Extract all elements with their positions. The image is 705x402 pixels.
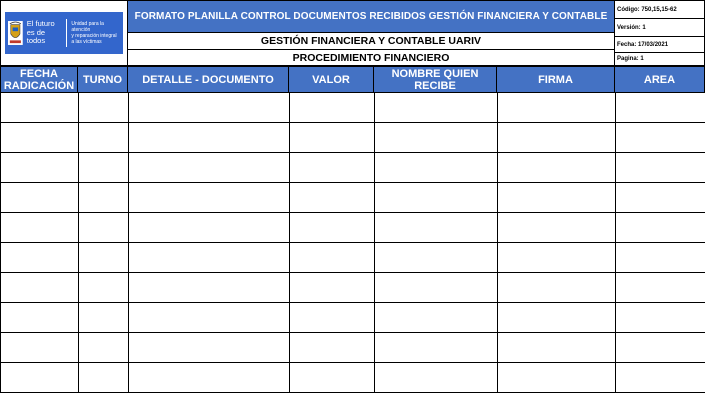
cell-firma[interactable] bbox=[498, 333, 616, 363]
cell-fecha[interactable] bbox=[1, 363, 79, 393]
cell-detalle[interactable] bbox=[129, 333, 290, 363]
table-row bbox=[1, 123, 705, 153]
cell-firma[interactable] bbox=[498, 363, 616, 393]
cell-fecha[interactable] bbox=[1, 123, 79, 153]
cell-nombre[interactable] bbox=[375, 333, 498, 363]
logo-cell bbox=[0, 0, 128, 66]
table-row bbox=[1, 303, 705, 333]
procedure-subtitle: PROCEDIMIENTO FINANCIERO bbox=[127, 49, 615, 66]
cell-nombre[interactable] bbox=[375, 273, 498, 303]
cell-fecha[interactable] bbox=[1, 243, 79, 273]
coat-of-arms-icon bbox=[8, 20, 23, 46]
cell-fecha[interactable] bbox=[1, 333, 79, 363]
cell-detalle[interactable] bbox=[129, 363, 290, 393]
cell-firma[interactable] bbox=[498, 93, 616, 123]
col-header-nombre-quien-recibe bbox=[373, 66, 497, 93]
col-header-line: RECIBE bbox=[414, 79, 456, 92]
cell-turno[interactable] bbox=[79, 93, 129, 123]
cell-area[interactable] bbox=[616, 183, 705, 213]
cell-area[interactable] bbox=[616, 273, 705, 303]
unit-line-2: y reparación integral bbox=[71, 33, 117, 39]
cell-valor[interactable] bbox=[290, 183, 375, 213]
table-row bbox=[1, 213, 705, 243]
cell-area[interactable] bbox=[616, 303, 705, 333]
cell-detalle[interactable] bbox=[129, 183, 290, 213]
table-row bbox=[1, 153, 705, 183]
document-date: Fecha: 17/03/2021 bbox=[614, 36, 705, 53]
cell-fecha[interactable] bbox=[1, 183, 79, 213]
cell-area[interactable] bbox=[616, 363, 705, 393]
cell-firma[interactable] bbox=[498, 153, 616, 183]
unit-name bbox=[71, 21, 120, 45]
cell-turno[interactable] bbox=[79, 243, 129, 273]
cell-area[interactable] bbox=[616, 213, 705, 243]
logo-divider bbox=[66, 19, 67, 47]
institution-logo bbox=[5, 12, 123, 54]
cell-detalle[interactable] bbox=[129, 93, 290, 123]
cell-firma[interactable] bbox=[498, 213, 616, 243]
cell-nombre[interactable] bbox=[375, 123, 498, 153]
cell-area[interactable] bbox=[616, 333, 705, 363]
cell-firma[interactable] bbox=[498, 123, 616, 153]
cell-detalle[interactable] bbox=[129, 213, 290, 243]
col-header-line: NOMBRE QUIEN bbox=[391, 67, 479, 80]
col-header-line: FECHA bbox=[20, 67, 58, 80]
grid-body bbox=[1, 93, 705, 393]
cell-valor[interactable] bbox=[290, 273, 375, 303]
slogan bbox=[27, 20, 63, 46]
cell-nombre[interactable] bbox=[375, 153, 498, 183]
col-header-detalle-documento: DETALLE - DOCUMENTO bbox=[127, 66, 289, 93]
unit-line-1: Unidad para la atención bbox=[71, 21, 104, 33]
department-subtitle: GESTIÓN FINANCIERA Y CONTABLE UARIV bbox=[127, 32, 615, 50]
cell-turno[interactable] bbox=[79, 153, 129, 183]
cell-turno[interactable] bbox=[79, 123, 129, 153]
cell-fecha[interactable] bbox=[1, 213, 79, 243]
table-row bbox=[1, 183, 705, 213]
col-header-line: RADICACIÓN bbox=[3, 79, 75, 92]
cell-firma[interactable] bbox=[498, 303, 616, 333]
table-row bbox=[1, 333, 705, 363]
col-header-area: AREA bbox=[614, 66, 705, 93]
cell-valor[interactable] bbox=[290, 333, 375, 363]
cell-fecha[interactable] bbox=[1, 93, 79, 123]
slogan-line-1: El futuro bbox=[26, 19, 55, 29]
cell-valor[interactable] bbox=[290, 363, 375, 393]
document-code: Código: 750,15,15-62 bbox=[614, 0, 705, 19]
cell-nombre[interactable] bbox=[375, 93, 498, 123]
cell-turno[interactable] bbox=[79, 273, 129, 303]
cell-detalle[interactable] bbox=[129, 303, 290, 333]
cell-firma[interactable] bbox=[498, 243, 616, 273]
cell-valor[interactable] bbox=[290, 93, 375, 123]
cell-valor[interactable] bbox=[290, 123, 375, 153]
cell-turno[interactable] bbox=[79, 303, 129, 333]
cell-valor[interactable] bbox=[290, 243, 375, 273]
cell-area[interactable] bbox=[616, 93, 705, 123]
cell-area[interactable] bbox=[616, 123, 705, 153]
table-row bbox=[1, 93, 705, 123]
cell-nombre[interactable] bbox=[375, 363, 498, 393]
cell-nombre[interactable] bbox=[375, 243, 498, 273]
cell-firma[interactable] bbox=[498, 183, 616, 213]
cell-fecha[interactable] bbox=[1, 303, 79, 333]
cell-fecha[interactable] bbox=[1, 153, 79, 183]
col-header-firma: FIRMA bbox=[496, 66, 615, 93]
unit-line-3: a las víctimas bbox=[71, 39, 102, 45]
cell-turno[interactable] bbox=[79, 363, 129, 393]
cell-nombre[interactable] bbox=[375, 213, 498, 243]
document-version: Versión: 1 bbox=[614, 18, 705, 37]
slogan-line-2: es de todos bbox=[26, 27, 46, 46]
data-grid bbox=[0, 92, 705, 393]
col-header-valor: VALOR bbox=[288, 66, 374, 93]
form-title: FORMATO PLANILLA CONTROL DOCUMENTOS RECIBIDOS GESTIÓN FINANCIERA Y CONTABLE bbox=[127, 0, 615, 33]
table-row bbox=[1, 273, 705, 303]
table-row bbox=[1, 363, 705, 393]
cell-valor[interactable] bbox=[290, 303, 375, 333]
cell-valor[interactable] bbox=[290, 213, 375, 243]
document-page: Pagina: 1 bbox=[614, 52, 705, 66]
col-header-turno: TURNO bbox=[77, 66, 128, 93]
table-row bbox=[1, 243, 705, 273]
cell-area[interactable] bbox=[616, 153, 705, 183]
cell-turno[interactable] bbox=[79, 183, 129, 213]
cell-fecha[interactable] bbox=[1, 273, 79, 303]
cell-valor[interactable] bbox=[290, 153, 375, 183]
col-header-fecha-radicacion bbox=[0, 66, 78, 93]
cell-turno[interactable] bbox=[79, 213, 129, 243]
cell-detalle[interactable] bbox=[129, 153, 290, 183]
cell-nombre[interactable] bbox=[375, 183, 498, 213]
cell-area[interactable] bbox=[616, 243, 705, 273]
cell-detalle[interactable] bbox=[129, 273, 290, 303]
cell-detalle[interactable] bbox=[129, 243, 290, 273]
cell-firma[interactable] bbox=[498, 273, 616, 303]
cell-nombre[interactable] bbox=[375, 303, 498, 333]
cell-detalle[interactable] bbox=[129, 123, 290, 153]
cell-turno[interactable] bbox=[79, 333, 129, 363]
